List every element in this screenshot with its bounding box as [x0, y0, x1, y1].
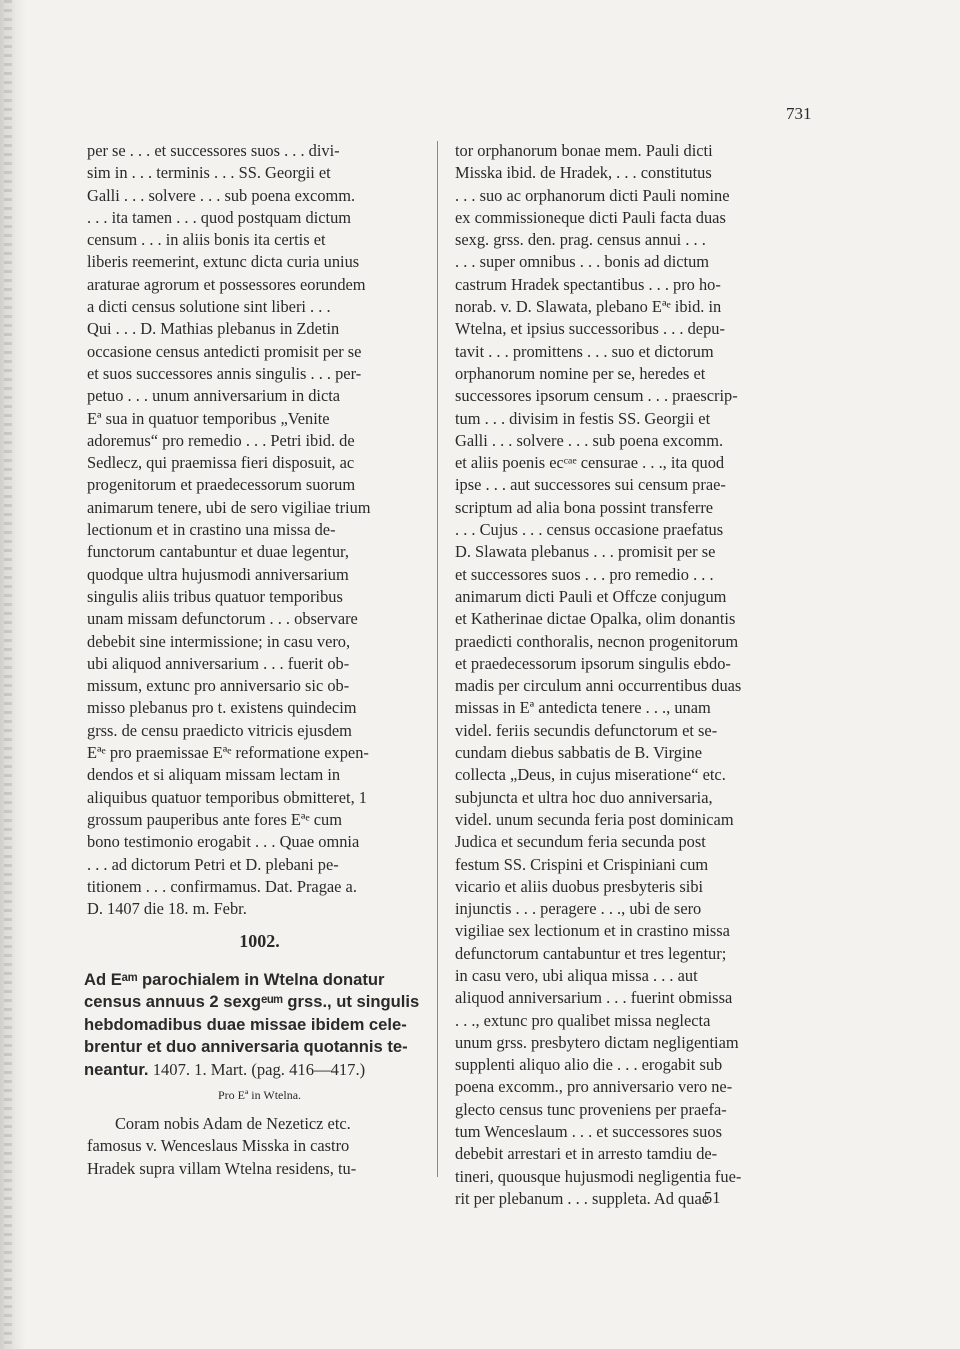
text-line: Wtelna, et ipsius successoribus . . . depu-	[455, 319, 725, 339]
text-line: . . . super omnibus . . . bonis ad dictum	[455, 252, 710, 272]
text-line: castrum Hradek spectantibus . . . pro ho-	[455, 274, 721, 294]
text-line: titionem . . . confirmamus. Dat. Pragae a.	[87, 876, 357, 896]
text-line: aliquibus quatuor temporibus obmitteret, 1	[87, 787, 367, 807]
text-line: praedicti conthoralis, necnon progenitorum	[455, 631, 739, 651]
text-line: cundam diebus sabbatis de B. Virgine	[455, 743, 702, 763]
text-line: misso plebanus pro t. existens quindecim	[87, 698, 357, 718]
text-line: Eª sua in quatuor temporibus „Venite	[87, 408, 330, 428]
text-line: norab. v. D. Slawata, plebano Eªᵉ ibid. in	[455, 297, 722, 317]
text-line: bono testimonio erogabit . . . Quae omnia	[87, 832, 360, 852]
text-line: successores ipsorum censum . . . praescrip-	[455, 386, 738, 406]
text-line: Misska ibid. de Hradek, . . . constitutus	[455, 163, 712, 183]
text-line: tum . . . divisim in festis SS. Georgii et	[455, 408, 711, 428]
column-divider	[437, 141, 438, 1177]
text-line: censum . . . in aliis bonis ita certis et	[87, 230, 326, 250]
text-line: grss. de censu praedicto vitricis ejusdem	[87, 720, 352, 740]
text-line: araturae agrorum et possessores eorundem	[87, 274, 366, 294]
text-line: Eªᵉ pro praemissae Eªᵉ reformatione expen-	[87, 743, 369, 763]
text-line: ipse . . . aut successores sui censum prae-	[455, 475, 726, 495]
text-line: unum grss. presbytero dictam negligentiam	[455, 1032, 739, 1052]
text-line: debebit sine intermissione; in casu vero,	[87, 631, 351, 651]
text-line: animarum dicti Pauli et Offcze conjugum	[455, 586, 727, 606]
text-line: . . ., extunc pro qualibet missa neglecta	[455, 1010, 711, 1030]
text-line: animarum tenere, ubi de sero vigiliae trium	[87, 497, 371, 517]
text-line: . . . Cujus . . . census occasione praefatus	[455, 520, 724, 540]
text-line: videl. feriis secundis defunctorum et se-	[455, 720, 718, 740]
text-line: in casu vero, ubi aliqua missa . . . aut	[455, 965, 698, 985]
text-line: sim in . . . terminis . . . SS. Georgii et	[87, 163, 331, 183]
text-line: glecto census tunc proveniens per praefa-	[455, 1099, 727, 1119]
text-line: Qui . . . D. Mathias plebanus in Zdetin	[87, 319, 340, 339]
text-line: Sedlecz, qui praemissa fieri disposuit, ac	[87, 453, 355, 473]
text-line: vicario et aliis duobus presbyteris sibi	[455, 876, 704, 896]
text-line: et successores suos . . . pro remedio . . .	[455, 564, 714, 584]
text-line: et Katherinae dictae Opalka, olim donantis	[455, 609, 736, 629]
text-line: . . . suo ac orphanorum dicti Pauli nomine	[455, 185, 730, 205]
entry-incipit	[87, 1113, 432, 1180]
text-line: tineri, quousque hujusmodi negligentia fue-	[455, 1166, 742, 1186]
text-line: et suos successores annis singulis . . . per-	[87, 363, 362, 383]
text-line: adoremus“ pro remedio . . . Petri ibid. de	[87, 430, 355, 450]
text-line: occasione census antedicti promisit per se	[87, 341, 362, 361]
text-line: . . . ad dictorum Petri et D. plebani pe-	[87, 854, 339, 874]
text-line: unam missam defunctorum . . . observare	[87, 609, 358, 629]
text-line: Galli . . . solvere . . . sub poena excomm.	[87, 185, 356, 205]
text-line: liberis reemerint, extunc dicta curia unius	[87, 252, 360, 272]
text-line: D. 1407 die 18. m. Febr.	[87, 899, 247, 919]
text-line: singulis aliis tribus quatuor temporibus	[87, 586, 343, 606]
text-line: tum Wenceslaum . . . et successores suos	[455, 1122, 722, 1142]
text-line: grossum pauperibus ante fores Eªᵉ cum	[87, 809, 342, 829]
text-line: progenitorum et praedecessorum suorum	[87, 475, 356, 495]
text-line: subjuncta et ultra hoc duo anniversaria,	[455, 787, 713, 807]
headline-line-last	[84, 1059, 434, 1081]
text-line: D. Slawata plebanus . . . promisit per se	[455, 542, 716, 562]
text-line: videl. unum secunda feria post dominicam	[455, 809, 734, 829]
source-line: Pro Eª in Wtelna.	[217, 1088, 302, 1102]
text-line: a dicti census solutione sint liberi . . .	[87, 297, 331, 317]
headline-last-bold: neantur.	[84, 1059, 149, 1079]
text-line: madis per circulum anni occurrentibus duas	[455, 676, 742, 696]
text-line: Galli . . . solvere . . . sub poena excomm.	[455, 430, 724, 450]
text-line: et aliis poenis ecᶜᵃᵉ censurae . . ., ita quod	[455, 453, 725, 473]
text-line: sexg. grss. den. prag. census annui . . .	[455, 230, 706, 250]
text-line: poena excomm., pro anniversario vero ne-	[455, 1077, 733, 1097]
text-line: petuo . . . unum anniversarium in dicta	[87, 386, 341, 406]
text-line: debebit arrestari et in arresto tamdiu de-	[455, 1144, 718, 1164]
headline-line: hebdomadibus duae missae ibidem cele-	[84, 1014, 407, 1034]
entry-number: 1002.	[239, 931, 280, 951]
scan-edge	[4, 0, 12, 1349]
text-line: tor orphanorum bonae mem. Pauli dicti	[455, 141, 713, 160]
entry-headline	[84, 969, 434, 1081]
text-line: injunctis . . . peragere . . ., ubi de sero	[455, 899, 702, 919]
text-line: ex commissioneque dicti Pauli facta duas	[455, 207, 726, 227]
incipit-line: Coram nobis Adam de Nezeticz etc.	[115, 1114, 351, 1133]
headline-line: census annuus 2 sexgᵉᵘᵐ grss., ut singulis	[84, 992, 420, 1012]
text-line: vigiliae sex lectionum et in crastino missa	[455, 921, 730, 941]
text-line: scriptum ad alia bona possint transferre	[455, 497, 714, 517]
text-line: defunctorum cantabuntur et tres legentur;	[455, 943, 727, 963]
printer-signature: 51	[704, 1188, 721, 1207]
text-line: tavit . . . promittens . . . suo et dictorum	[455, 341, 714, 361]
text-line: missum, extunc pro anniversario sic ob-	[87, 676, 350, 696]
text-line: lectionum et in crastino una missa de-	[87, 520, 336, 540]
text-line: ubi aliquod anniversarium . . . fuerit ob-	[87, 653, 350, 673]
page-number: 731	[786, 104, 812, 123]
headline-line: brentur et duo anniversaria quotannis te-	[84, 1037, 408, 1057]
text-line: supplenti aliquo alio die . . . erogabit sub	[455, 1055, 723, 1075]
incipit-line: famosus v. Wenceslaus Misska in castro	[87, 1136, 350, 1156]
headline-date: 1407. 1. Mart. (pag. 416—417.)	[148, 1059, 366, 1079]
text-line: missas in Eª antedicta tenere . . ., unam	[455, 698, 711, 718]
text-line: functorum cantabuntur et duae legentur,	[87, 542, 349, 562]
text-line: aliquod anniversarium . . . fuerint obmissa	[455, 988, 733, 1008]
text-line: per se . . . et successores suos . . . divi-	[87, 141, 340, 160]
text-line: quodque ultra hujusmodi anniversarium	[87, 564, 349, 584]
text-line: rit per plebanum . . . suppleta. Ad quae	[455, 1188, 709, 1208]
text-line: et praedecessorum ipsorum singulis ebdo-	[455, 653, 731, 673]
left-column	[87, 140, 432, 920]
text-line: dendos et si aliquam missam lectam in	[87, 765, 341, 785]
text-line: collecta „Deus, in cujus miseratione“ etc.	[455, 765, 726, 785]
text-line: Judica et secundum feria secunda post	[455, 832, 706, 852]
incipit-line: Hradek supra villam Wtelna residens, tu-	[87, 1158, 357, 1178]
text-line: . . . ita tamen . . . quod postquam dictum	[87, 207, 352, 227]
headline-line: Ad Eᵃᵐ parochialem in Wtelna donatur	[84, 970, 385, 989]
right-column	[455, 140, 800, 1210]
text-line: orphanorum nomine per se, heredes et	[455, 363, 706, 383]
text-line: festum SS. Crispini et Crispiniani cum	[455, 854, 709, 874]
